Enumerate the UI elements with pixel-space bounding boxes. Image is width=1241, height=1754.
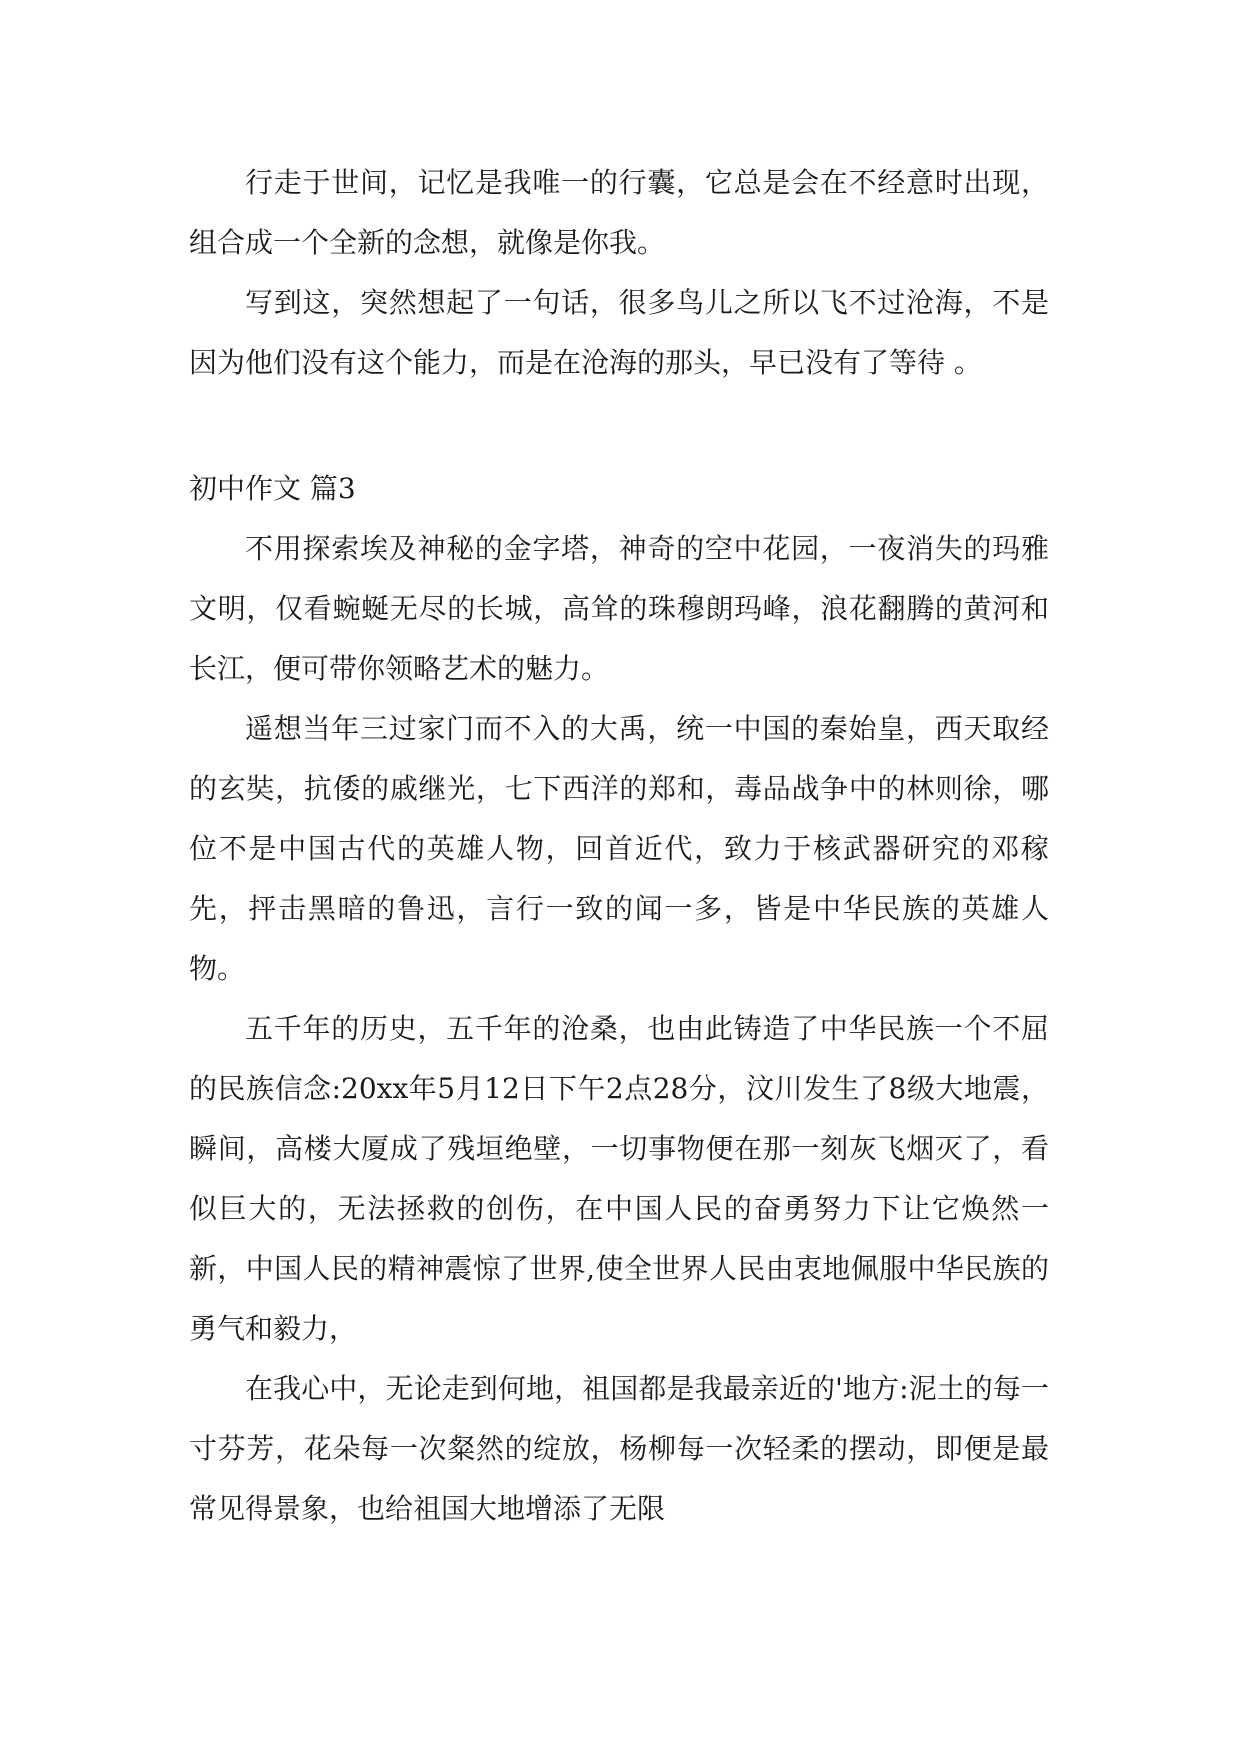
paragraph-heroes: 遥想当年三过家门而不入的大禹，统一中国的秦始皇，西天取经的玄奘，抗倭的戚继光，七下西洋的郑和，毒品战争中的林则徐，哪位不是中国古代的英雄人物，回首近代，致力于核武器研究的邓稼先，抨击黑暗的鲁迅，言行一致的闻一多，皆是中华民族的英雄人物。 xyxy=(189,712,1049,985)
section-heading: 初中作文 篇3 xyxy=(189,472,356,505)
paragraph-history: 五千年的历史，五千年的沧桑，也由此铸造了中华民族一个不屈的民族信念:20xx年5月12日下午2点28分，汶川发生了8级大地震，瞬间，高楼大厦成了残垣绝壁，一切事物便在那一刻灰飞烟灭了，看似巨大的，无法拯救的创伤，在中国人民的奋勇努力下让它焕然一新，中国人民的精神震惊了世界,使全世界人民由衷地佩服中华民族的勇气和毅力， xyxy=(189,1012,1049,1345)
paragraph-memory: 行走于世间，记忆是我唯一的行囊，它总是会在不经意时出现，组合成一个全新的念想，就像是你我。 xyxy=(189,166,1049,259)
paragraph-wonders: 不用探索埃及神秘的金字塔，神奇的空中花园，一夜消失的玛雅文明，仅看蜿蜒无尽的长城，高耸的珠穆朗玛峰，浪花翻腾的黄河和长江，便可带你领略艺术的魅力。 xyxy=(189,532,1049,685)
paragraph-homeland: 在我心中，无论走到何地，祖国都是我最亲近的'地方:泥土的每一寸芬芳，花朵每一次粲然的绽放，杨柳每一次轻柔的摆动，即便是最常见得景象，也给祖国大地增添了无限 xyxy=(189,1372,1049,1525)
paragraph-birds: 写到这，突然想起了一句话，很多鸟儿之所以飞不过沧海，不是因为他们没有这个能力，而是在沧海的那头，早已没有了等待 。 xyxy=(189,286,1049,379)
document-body xyxy=(189,153,1049,1539)
